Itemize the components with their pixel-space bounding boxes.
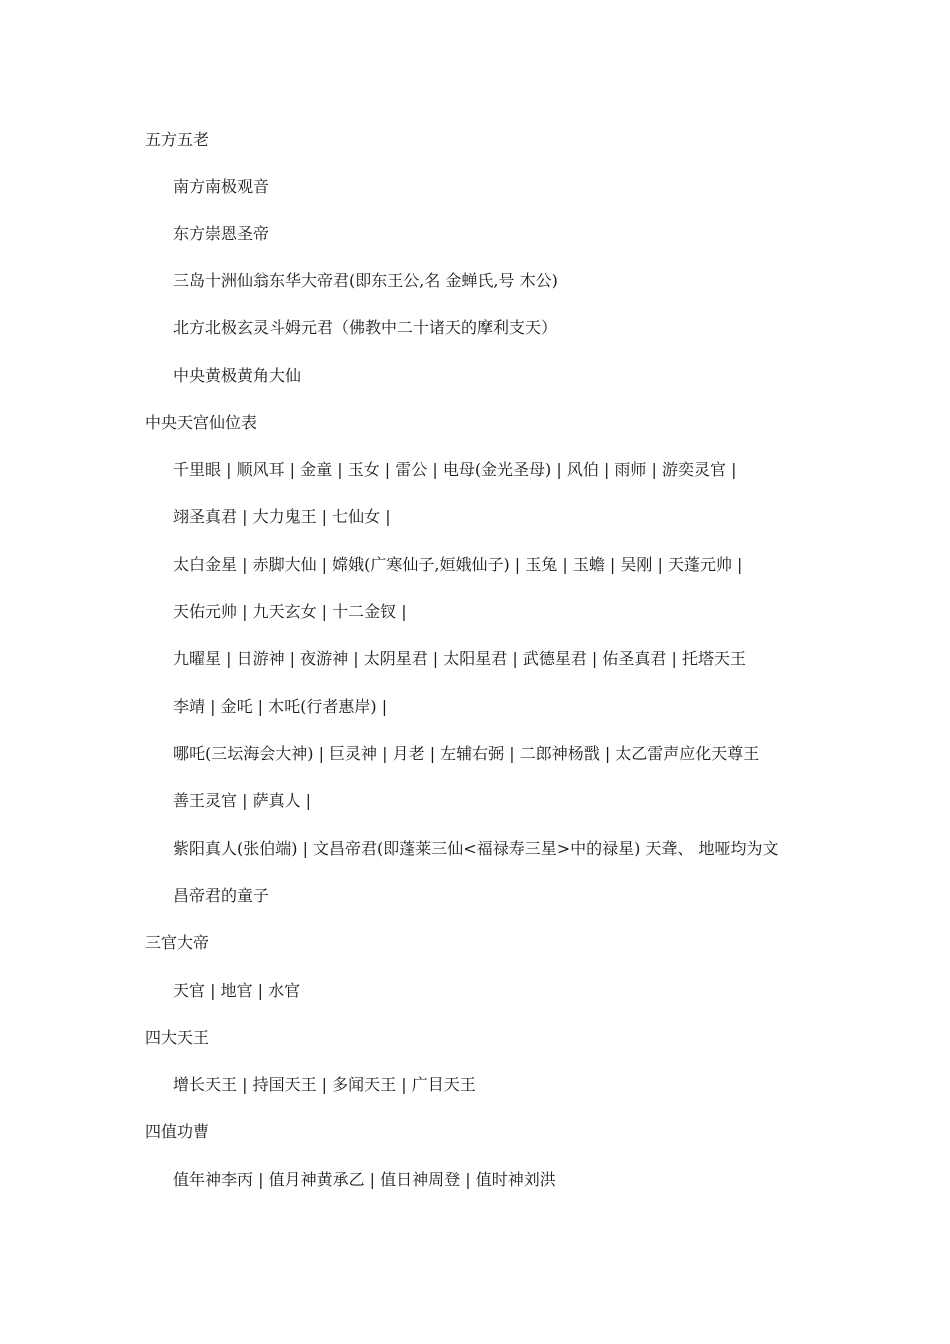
list-item: 中央黄极黄角大仙 xyxy=(173,366,302,385)
list-item: 南方南极观音 xyxy=(173,177,270,196)
list-item: 值年神李丙 | 值月神黄承乙 | 值日神周登 | 值时神刘洪 xyxy=(173,1170,556,1189)
list-item: 昌帝君的童子 xyxy=(173,886,270,905)
list-item: 李靖 | 金吒 | 木吒(行者惠岸) | xyxy=(173,697,388,716)
list-item: 千里眼 | 顺风耳 | 金童 | 玉女 | 雷公 | 电母(金光圣母) | 风伯 | 雨师 | 游奕灵官 | xyxy=(173,460,737,479)
list-item: 天佑元帅 | 九天玄女 | 十二金钗 | xyxy=(173,602,407,621)
section-heading-sanguan-dadi: 三官大帝 xyxy=(145,933,210,952)
section-heading-sizhi-gongcao: 四值功曹 xyxy=(145,1122,210,1141)
section-heading-sida-tianwang: 四大天王 xyxy=(145,1028,210,1047)
list-item: 增长天王 | 持国天王 | 多闻天王 | 广目天王 xyxy=(173,1075,476,1094)
section-heading-central-heaven: 中央天宫仙位表 xyxy=(145,413,258,432)
list-item: 东方崇恩圣帝 xyxy=(173,224,270,243)
list-item: 九曜星 | 日游神 | 夜游神 | 太阴星君 | 太阳星君 | 武德星君 | 佑圣真君 | 托塔天王 xyxy=(173,649,746,668)
section-heading-wufang-wulao: 五方五老 xyxy=(145,130,210,149)
list-item: 翊圣真君 | 大力鬼王 | 七仙女 | xyxy=(173,507,391,526)
list-item: 太白金星 | 赤脚大仙 | 嫦娥(广寒仙子,姮娥仙子) | 玉兔 | 玉蟾 | 吴刚 | 天蓬元帅 | xyxy=(173,555,743,574)
list-item: 紫阳真人(张伯端) | 文昌帝君(即蓬莱三仙<福禄寿三星>中的禄星) 天聋、 地哑均为文 xyxy=(173,839,779,858)
list-item: 天官 | 地官 | 水官 xyxy=(173,981,301,1000)
list-item: 善王灵官 | 萨真人 | xyxy=(173,791,312,810)
list-item: 哪吒(三坛海会大神) | 巨灵神 | 月老 | 左辅右弼 | 二郎神杨戬 | 太乙雷声应化天尊王 xyxy=(173,744,760,763)
list-item: 三岛十洲仙翁东华大帝君(即东王公,名 金蝉氏,号 木公) xyxy=(173,271,558,290)
list-item: 北方北极玄灵斗姆元君（佛教中二十诸天的摩利支天） xyxy=(173,318,558,337)
